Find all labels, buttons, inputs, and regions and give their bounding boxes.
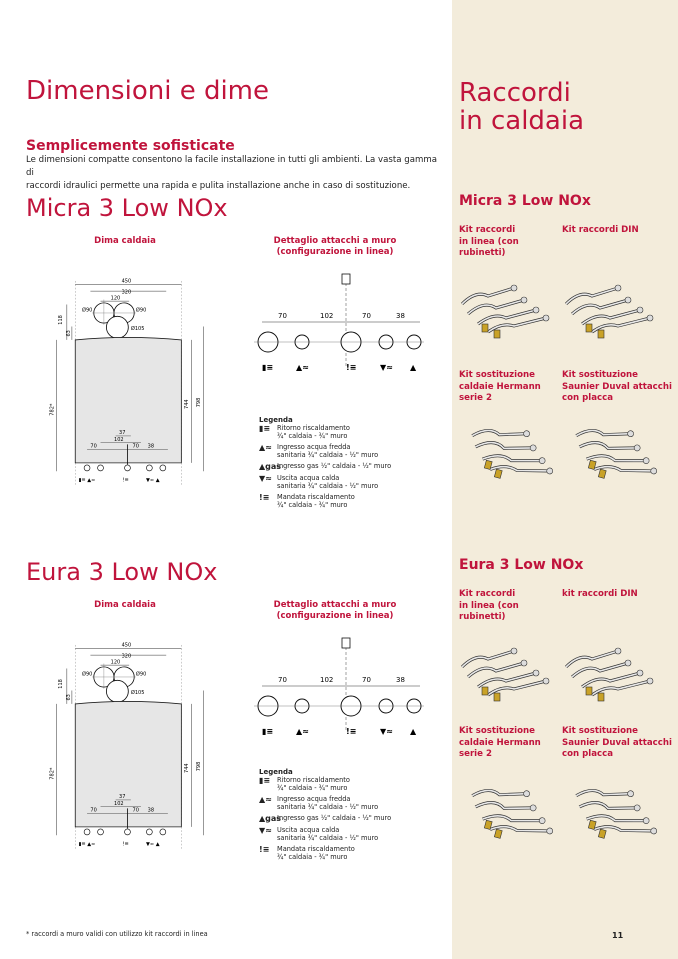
dim-o90b: Ø90 — [135, 671, 147, 678]
dima-caption: Dima caldaia — [94, 600, 156, 610]
legend-item: !≡ Mandata riscaldamento ¾" caldaia - ¾" muro — [259, 845, 355, 861]
wall-dim-c: 70 — [362, 312, 371, 320]
dim-70a: 70 — [90, 443, 97, 450]
legend-item: ▼≈ Uscita acqua calda sanitaria ¾" caldaia - ½" muro — [259, 826, 379, 842]
wall-dim-b: 102 — [320, 312, 334, 320]
dim-450: 450 — [121, 642, 132, 649]
page-title: Dimensioni e dime — [26, 76, 270, 106]
dim-63: 63 — [66, 694, 73, 701]
kit-caption: Kit raccordi in linea (con rubinetti) — [459, 589, 519, 622]
wall-dim-c: 70 — [362, 676, 371, 684]
kit-caption: Kit raccordi in linea (con rubinetti) — [459, 225, 519, 258]
kit-din-image — [562, 282, 662, 347]
dim-o105: Ø105 — [130, 325, 145, 332]
legend-item: ▲gas Ingresso gas ½" caldaia - ½" muro — [259, 814, 392, 823]
page-number: 11 — [612, 931, 624, 940]
wall-connections-drawing — [250, 634, 430, 744]
hot-water-icon: ▼≈ — [259, 826, 272, 835]
dim-450: 450 — [121, 278, 132, 285]
legend-item: ▼≈ Uscita acqua calda sanitaria ¾" caldaia - ½" muro — [259, 474, 379, 490]
kit-caption: Kit sostituzione Saunier Duval attacchi con placca — [562, 370, 672, 403]
kit-caption: Kit sostituzione caldaie Hermann serie 2 — [459, 370, 541, 403]
legend-title: Legenda — [259, 416, 293, 424]
wall-detail-caption: Dettaglio attacchi a muro (configurazione in linea) — [273, 236, 397, 257]
sidebar-model-title: Eura 3 Low NOx — [459, 557, 584, 573]
dim-118: 118 — [57, 679, 64, 689]
flow-heating-icon: !≡ — [259, 493, 270, 502]
dim-37: 37 — [119, 794, 126, 801]
dim-37: 37 — [119, 430, 126, 437]
dim-38: 38 — [147, 807, 155, 814]
dim-782: 782* — [49, 403, 56, 416]
dim-102: 102 — [114, 800, 124, 807]
dim-120: 120 — [110, 659, 121, 666]
dim-744: 744 — [184, 763, 191, 773]
legend — [259, 768, 439, 864]
cold-water-icon: ▲≈ — [259, 795, 272, 804]
page-subtitle: Semplicemente sofisticate — [26, 138, 235, 154]
dim-63: 63 — [66, 330, 73, 337]
kit-din-image — [562, 645, 662, 710]
section-model-title: Eura 3 Low NOx — [26, 558, 218, 586]
legend-item: ▲≈ Ingresso acqua fredda sanitaria ¾" caldaia - ½" muro — [259, 443, 379, 459]
wall-dim-a: 70 — [278, 312, 287, 320]
sidebar-title: Raccordi in caldaia — [459, 78, 585, 136]
return-heating-icon: ▮≡ — [259, 776, 271, 785]
intro-text: Le dimensioni compatte consentono la facile installazione in tutti gli ambienti. La vasta gamma di raccordi idraulici permette una rapida e pulita installazione anche in caso di sostituzione. — [26, 155, 437, 191]
kit-caption: Kit sostituzione caldaie Hermann serie 2 — [459, 726, 541, 759]
dim-70a: 70 — [90, 807, 97, 814]
kit-caption: kit raccordi DIN — [562, 589, 638, 599]
wall-connections-drawing — [250, 270, 430, 380]
dima-drawing — [50, 255, 210, 520]
legend-item: ▮≡ Ritorno riscaldamento ¾" caldaia - ¾" muro — [259, 424, 350, 440]
kit-inline-image — [458, 645, 558, 710]
dim-o90b: Ø90 — [135, 307, 147, 314]
dima-caption: Dima caldaia — [94, 236, 156, 246]
legend-item: ▮≡ Ritorno riscaldamento ¾" caldaia - ¾" muro — [259, 776, 350, 792]
legend — [259, 416, 439, 512]
return-heating-icon: ▮≡ — [259, 424, 271, 433]
legend-item: !≡ Mandata riscaldamento ¾" caldaia - ¾" muro — [259, 493, 355, 509]
dim-744: 744 — [184, 399, 191, 409]
dim-798: 798 — [195, 761, 202, 772]
dim-118: 118 — [57, 315, 64, 325]
legend-title: Legenda — [259, 768, 293, 776]
wall-dim-b: 102 — [320, 676, 334, 684]
legend-item: ▲gas Ingresso gas ½" caldaia - ½" muro — [259, 462, 392, 471]
dim-320: 320 — [121, 289, 132, 296]
dim-798: 798 — [195, 397, 202, 408]
wall-dim-d: 38 — [396, 312, 405, 320]
kit-inline-image — [458, 282, 558, 347]
wall-dim-a: 70 — [278, 676, 287, 684]
gas-icon: ▲gas — [259, 814, 282, 823]
sidebar-model-title: Micra 3 Low NOx — [459, 193, 591, 209]
dim-102: 102 — [114, 436, 124, 443]
kit-caption: Kit sostituzione Saunier Duval attacchi con placca — [562, 726, 672, 759]
gas-icon: ▲gas — [259, 462, 282, 471]
kit-hermann-image — [462, 425, 562, 505]
dim-o105: Ø105 — [130, 689, 145, 696]
dima-drawing — [50, 619, 210, 884]
hot-water-icon: ▼≈ — [259, 474, 272, 483]
wall-dim-d: 38 — [396, 676, 405, 684]
dim-782: 782* — [49, 767, 56, 780]
wall-detail-caption: Dettaglio attacchi a muro (configurazione in linea) — [273, 600, 397, 621]
dim-38: 38 — [147, 443, 155, 450]
dim-320: 320 — [121, 653, 132, 660]
cold-water-icon: ▲≈ — [259, 443, 272, 452]
flow-heating-icon: !≡ — [259, 845, 270, 854]
legend-item: ▲≈ Ingresso acqua fredda sanitaria ¾" caldaia - ½" muro — [259, 795, 379, 811]
kit-hermann-image — [462, 785, 562, 865]
kit-caption: Kit raccordi DIN — [562, 225, 639, 235]
kit-saunier-image — [566, 785, 666, 865]
dim-o90a: Ø90 — [82, 671, 93, 678]
dim-o90a: Ø90 — [82, 307, 93, 314]
footnote: * raccordi a muro validi con utilizzo kit raccordi in linea — [26, 930, 208, 938]
dim-70b: 70 — [132, 807, 139, 814]
section-model-title: Micra 3 Low NOx — [26, 194, 228, 222]
dim-70b: 70 — [132, 443, 139, 450]
kit-saunier-image — [566, 425, 666, 505]
dim-120: 120 — [110, 295, 121, 302]
